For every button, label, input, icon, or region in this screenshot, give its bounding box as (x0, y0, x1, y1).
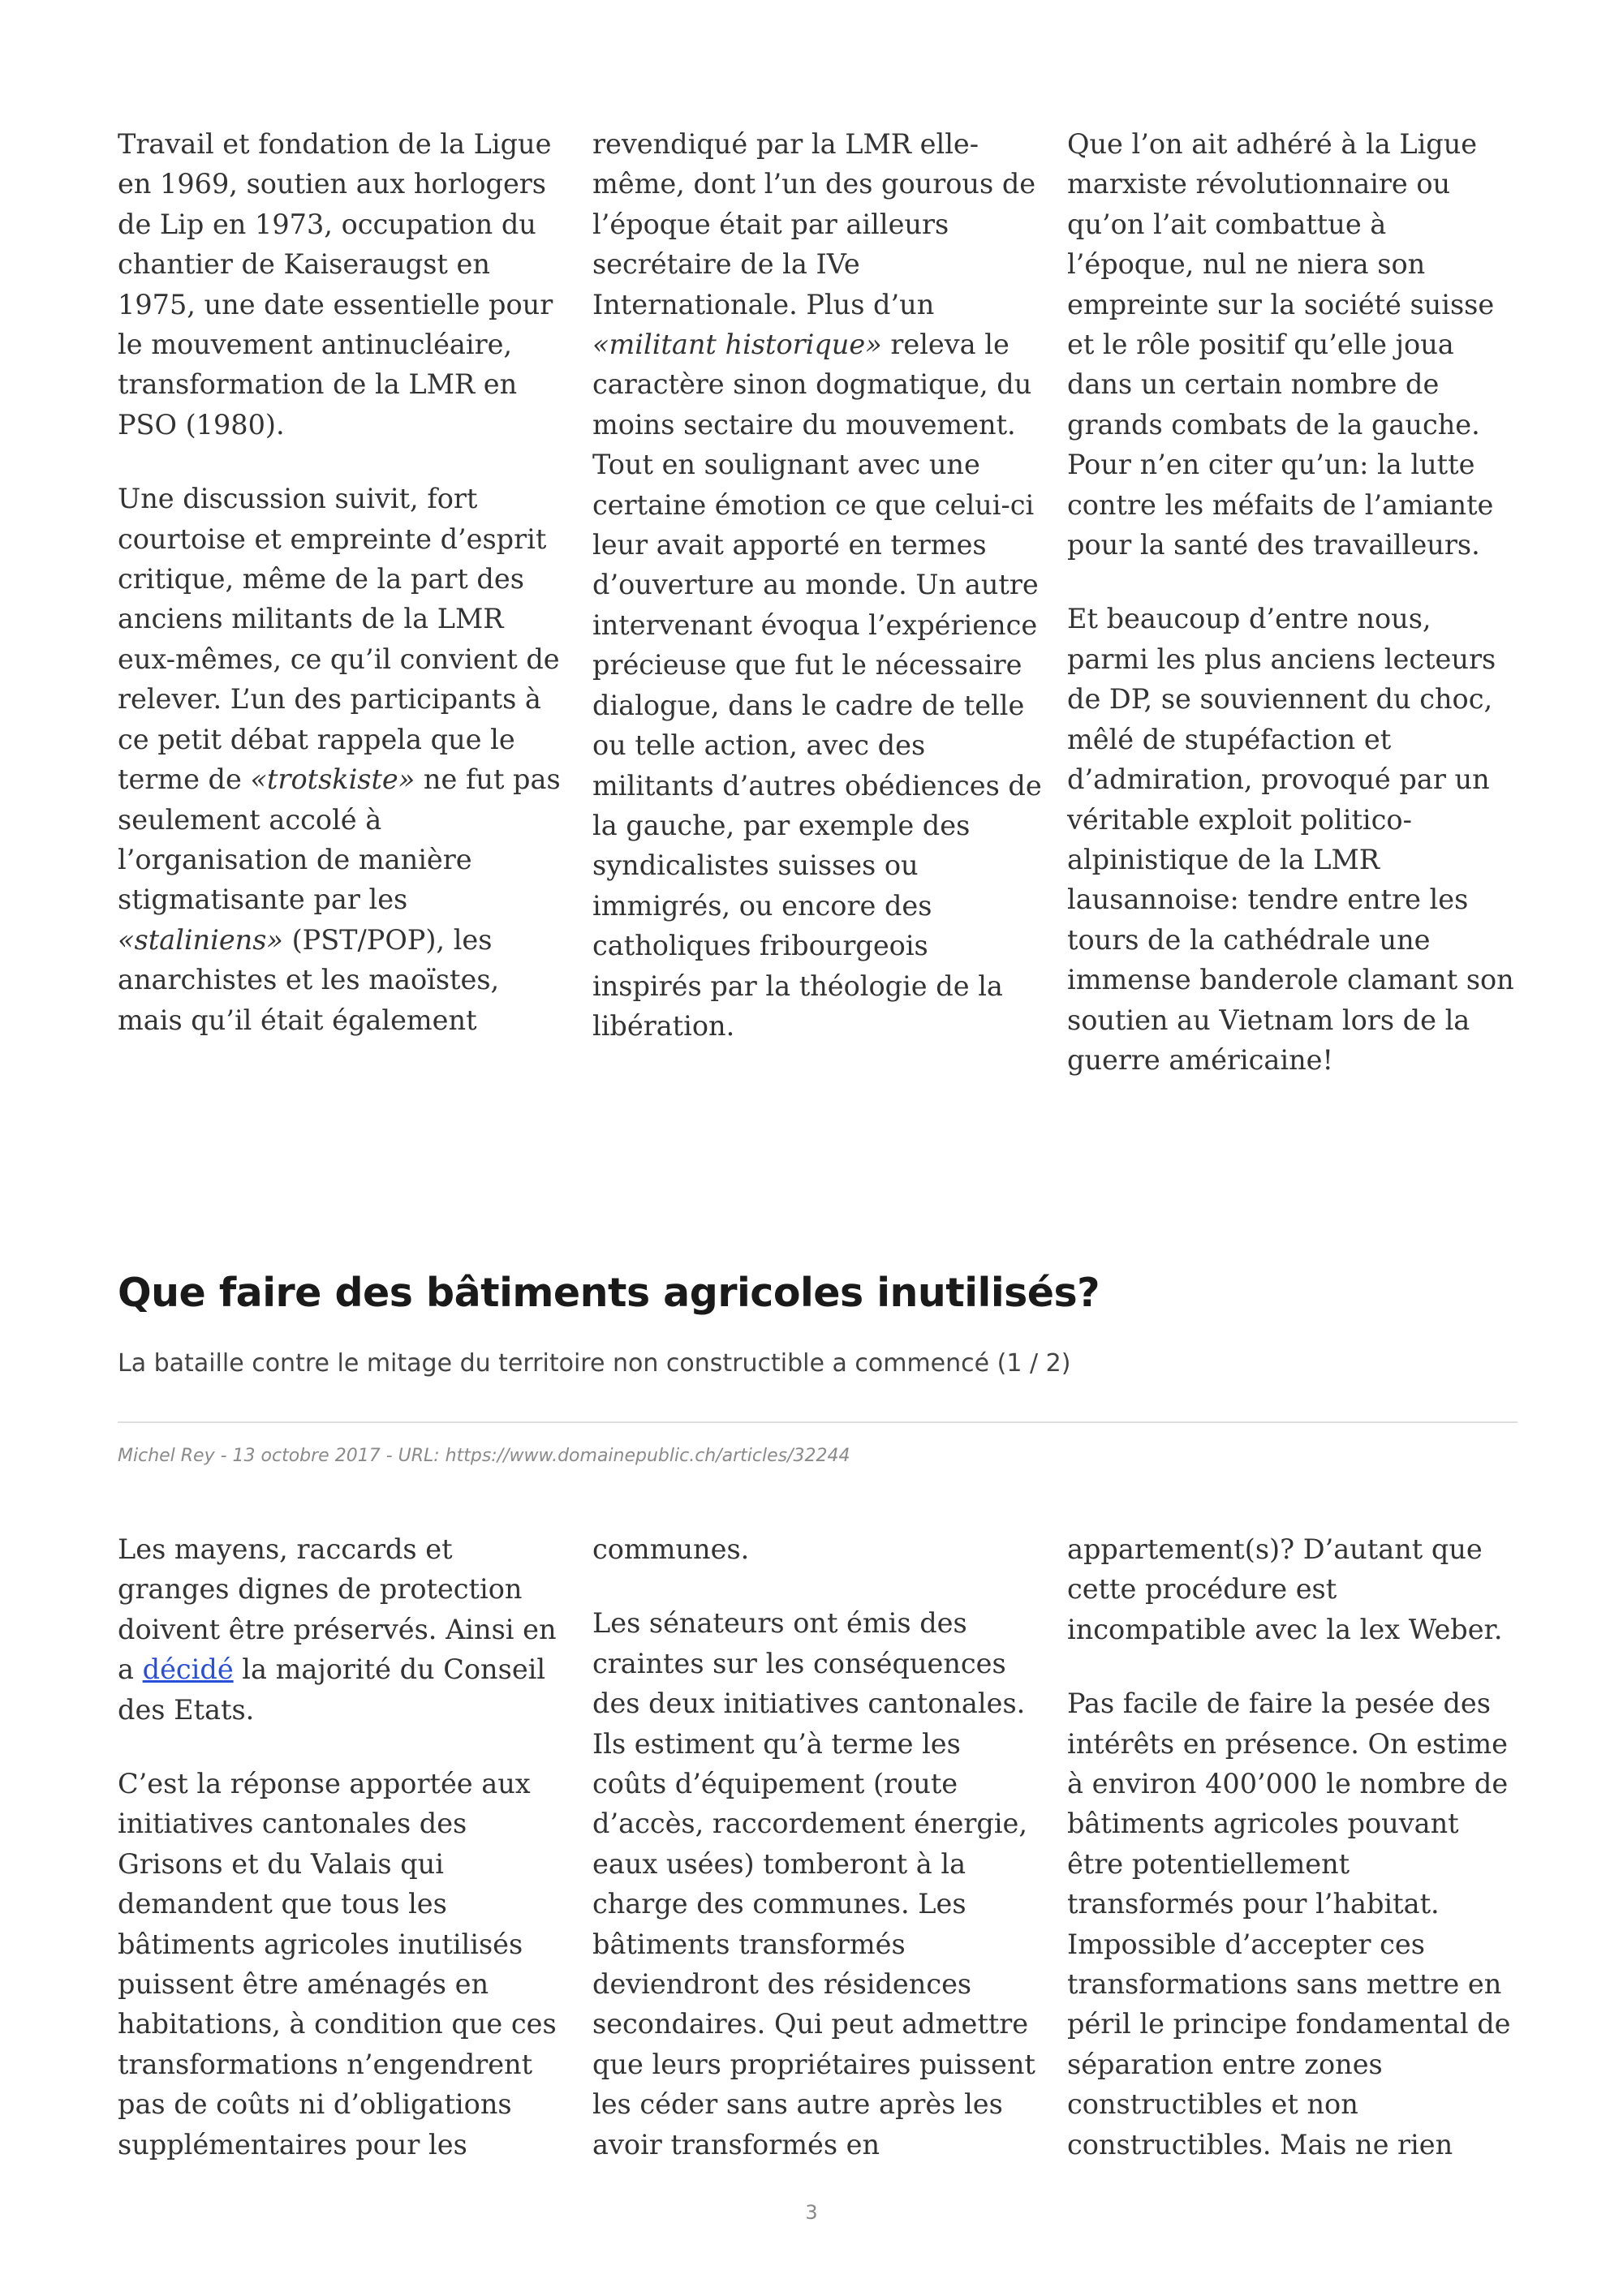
paragraph: Et beaucoup d’entre nous, parmi les plus anciens lecteurs de DP, se souviennent du choc, mêlé de stupéfaction et d’admiration, provoqué par un véritable exploit politico-alpinistique de la LMR lausannoise: tendre entre les tours de la cathédrale une immense banderole clamant son soutien au Vietnam lors de la guerre américaine! (1067, 603, 1514, 1076)
emphasis: «trotskiste» (250, 763, 415, 796)
text: (PST/POP), les anarchistes et les maoïstes, mais qu’il était également (118, 923, 500, 1036)
decide-link[interactable]: décidé (142, 1653, 234, 1686)
previous-article-columns (118, 124, 1518, 1114)
emphasis: «militant historique» (592, 329, 882, 361)
column-1 (118, 124, 568, 1114)
article-title: Que faire des bâtiments agricoles inutilisés? (118, 1270, 1100, 1316)
paragraph: Que l’on ait adhéré à la Ligue marxiste révolutionnaire ou qu’on l’ait combattue à l’époque, nul ne niera son empreinte sur la société suisse et le rôle positif qu’elle joua dans un certain nombre de grands combats de la gauche. Pour n’en citer qu’un: la lutte contre les méfaits de l’amiante pour la santé des travailleurs. (1067, 128, 1495, 561)
article-subtitle: La bataille contre le mitage du territoire non constructible a commencé (1 / 2) (118, 1349, 1071, 1378)
column-2 (592, 124, 1043, 1114)
paragraph: Les sénateurs ont émis des craintes sur les conséquences des deux initiatives cantonales. Ils estiment qu’à terme les coûts d’équipement (route d’accès, raccordement énergie, eaux usées) tomberont à la charge des communes. Les bâtiments transformés deviendront des résidences secondaires. Qui peut admettre que leurs propriétaires puissent les céder sans autre après les avoir transformés en (592, 1607, 1035, 2161)
text: la majorité du Conseil des Etats. (118, 1653, 546, 1726)
text: ne fut pas seulement accolé à l’organisation de manière stigmatisante par les (118, 763, 561, 916)
article-columns (118, 1529, 1518, 2199)
paragraph: Pas facile de faire la pesée des intérêts en présence. On estime à environ 400’000 le nombre de bâtiments agricoles pouvant être potentiellement transformés pour l’habitat. Impossible d’accepter ces transformations sans mettre en péril le principe fondamental de séparation entre zones constructibles et non constructibles. Mais ne rien (1067, 1688, 1511, 2161)
paragraph (592, 124, 1043, 1046)
paragraph: C’est la réponse apportée aux initiatives cantonales des Grisons et du Valais qui demandent que tous les bâtiments agricoles inutilisés puissent être aménagés en habitations, à condition que ces transformations n’engendrent pas de coûts ni d’obligations supplémentaires pour les (118, 1768, 557, 2161)
paragraph: Travail et fondation de la Ligue en 1969, soutien aux horlogers de Lip en 1973, occupation du chantier de Kaiseraugst en 1975, une date essentielle pour le mouvement antinucléaire, transformation de la LMR en PSO (1980). (118, 128, 553, 441)
column-1 (118, 1529, 568, 2199)
paragraph: communes. (592, 1533, 750, 1565)
paragraph (118, 1529, 568, 1730)
emphasis: «staliniens» (118, 923, 283, 956)
paragraph: appartement(s)? D’autant que cette procédure est incompatible avec la lex Weber. (1067, 1533, 1503, 1645)
divider (118, 1421, 1518, 1423)
paragraph (118, 479, 568, 1040)
text: Une discussion suivit, fort courtoise et empreinte d’esprit critique, même de la part des anciens militants de la LMR eux-mêmes, ce qu’il convient de relever. L’un des participants à ce petit débat rappela que le terme de (118, 483, 560, 796)
article-meta: Michel Rey - 13 octobre 2017 - URL: https://www.domainepublic.ch/articles/32244 (118, 1446, 850, 1466)
text: revendiqué par la LMR elle-même, dont l’un des gourous de l’époque était par ailleurs secrétaire de la IVe Internationale. Plus d’un (592, 128, 1036, 320)
text: Les mayens, raccards et granges dignes de protection doivent être préservés. Ainsi en a (118, 1533, 557, 1686)
column-3 (1067, 1529, 1518, 2199)
text: releva le caractère sinon dogmatique, du moins sectaire du mouvement. Tout en soulignant avec une certaine émotion ce que celui-ci leur avait apporté en termes d’ouverture au monde. Un autre intervenant évoqua l’expérience précieuse que fut le nécessaire dialogue, dans le cadre de telle ou telle action, avec des militants d’autres obédiences de la gauche, par exemple des syndicalistes suisses ou immigrés, ou encore des catholiques fribourgeois inspirés par la théologie de la libération. (592, 329, 1042, 1042)
page-number: 3 (805, 2201, 818, 2224)
column-3 (1067, 124, 1518, 1114)
column-2 (592, 1529, 1043, 2199)
